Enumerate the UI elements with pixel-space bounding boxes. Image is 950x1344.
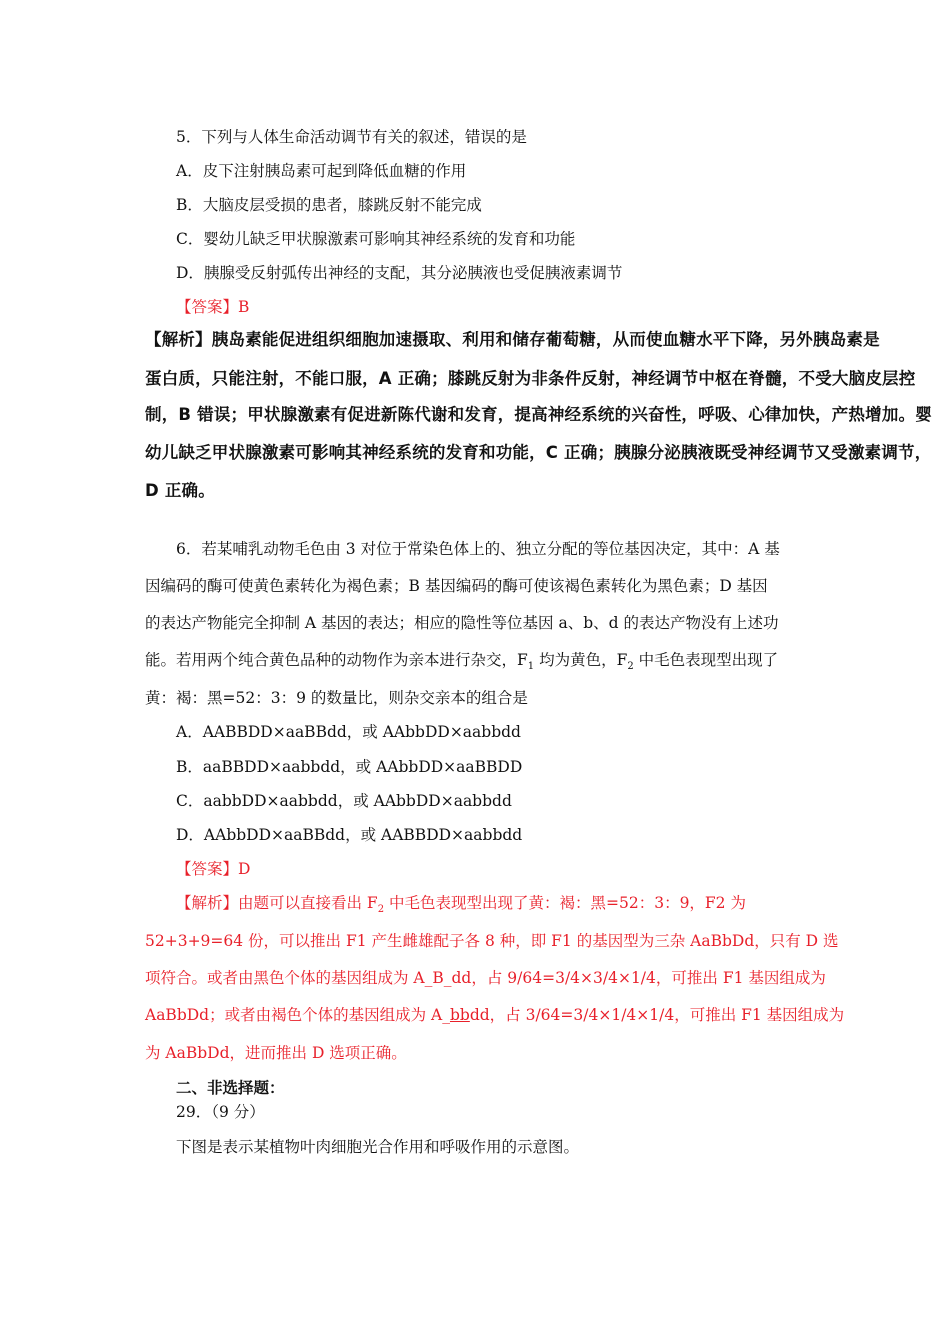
q6-analysis-line: 项符合。或者由黑色个体的基因组成为 A_B_dd，占 9/64=3/4×3/4×1/4，可推出 F1 基因组成为 [145, 969, 826, 987]
underlined-text: bb [449, 1006, 470, 1024]
q5-answer: 【答案】B [176, 298, 250, 316]
q6-analysis-text: AaBbDd；或者由褐色个体的基因组成为 A_ [145, 1006, 450, 1024]
q6-option-a: A．AABBDD×aaBBdd，或 AAbbDD×aabbdd [176, 723, 521, 741]
q5-analysis-line: 蛋白质，只能注射，不能口服，A 正确；膝跳反射为非条件反射，神经调节中枢在脊髓，不受大脑皮层控 [145, 369, 916, 388]
q5-analysis-line: D 正确。 [145, 481, 215, 500]
section-heading: 二、非选择题： [176, 1079, 285, 1097]
q6-stem-line [145, 650, 778, 677]
q6-stem-line: 因编码的酶可使黄色素转化为褐色素；B 基因编码的酶可使该褐色素转化为黑色素；D 基因 [145, 577, 768, 595]
q5-stem: 5．下列与人体生命活动调节有关的叙述，错误的是 [176, 128, 527, 146]
q6-answer: 【答案】D [176, 860, 251, 878]
q6-analysis-line [145, 1005, 844, 1025]
q5-option-b: B．大脑皮层受损的患者，膝跳反射不能完成 [176, 196, 482, 214]
q6-stem-line: 黄：褐：黑=52：3：9 的数量比，则杂交亲本的组合是 [145, 689, 528, 707]
q29-title: 29．（9 分） [176, 1103, 265, 1121]
q5-analysis-line: 【解析】胰岛素能促进组织细胞加速摄取、利用和储存葡萄糖，从而使血糖水平下降，另外胰岛素是 [145, 330, 880, 349]
q6-stem-text: 均为黄色，F [534, 651, 628, 669]
q6-analysis-text: 中毛色表现型出现了黄：褐：黑=52：3：9，F2 为 [384, 894, 746, 912]
subscript: 2 [627, 661, 634, 673]
q5-option-d: D．胰腺受反射弧传出神经的支配，其分泌胰液也受促胰液素调节 [176, 264, 623, 282]
q6-option-b: B．aaBBDD×aabbdd，或 AAbbDD×aaBBDD [176, 758, 523, 776]
q6-option-d: D．AAbbDD×aaBBdd，或 AABBDD×aabbdd [176, 826, 523, 844]
q6-option-c: C．aabbDD×aabbdd，或 AAbbDD×aabbdd [176, 792, 512, 810]
q5-analysis-line: 制，B 错误；甲状腺激素有促进新陈代谢和发育，提高神经系统的兴奋性，呼吸、心律加快，产热增加。婴 [145, 405, 932, 424]
q6-analysis-line: 为 AaBbDd，进而推出 D 选项正确。 [145, 1044, 407, 1062]
subscript: 1 [527, 661, 535, 673]
q6-stem-text: 能。若用两个纯合黄色品种的动物作为亲本进行杂交，F [145, 651, 528, 669]
q6-stem-line: 的表达产物能完全抑制 A 基因的表达；相应的隐性等位基因 a、b、d 的表达产物没有上述功 [145, 614, 779, 632]
q5-analysis-line: 幼儿缺乏甲状腺激素可影响其神经系统的发育和功能，C 正确；胰腺分泌胰液既受神经调节又受激素调节， [145, 443, 932, 462]
subscript: 2 [377, 904, 385, 916]
q6-stem-line: 6．若某哺乳动物毛色由 3 对位于常染色体上的、独立分配的等位基因决定，其中：A 基 [176, 540, 780, 558]
q6-analysis-text: dd，占 3/64=3/4×1/4×1/4，可推出 F1 基因组成为 [469, 1006, 845, 1024]
q29-text: 下图是表示某植物叶肉细胞光合作用和呼吸作用的示意图。 [176, 1138, 580, 1156]
q5-option-a: A．皮下注射胰岛素可起到降低血糖的作用 [176, 162, 467, 180]
q6-analysis-line: 52+3+9=64 份，可以推出 F1 产生雌雄配子各 8 种，即 F1 的基因型为三杂 AaBbDd，只有 D 选 [145, 932, 839, 950]
q6-stem-text: 中毛色表现型出现了 [633, 651, 779, 669]
q6-analysis-line [176, 893, 746, 920]
q5-option-c: C．婴幼儿缺乏甲状腺激素可影响其神经系统的发育和功能 [176, 230, 576, 248]
q6-analysis-text: 【解析】由题可以直接看出 F [176, 894, 378, 912]
